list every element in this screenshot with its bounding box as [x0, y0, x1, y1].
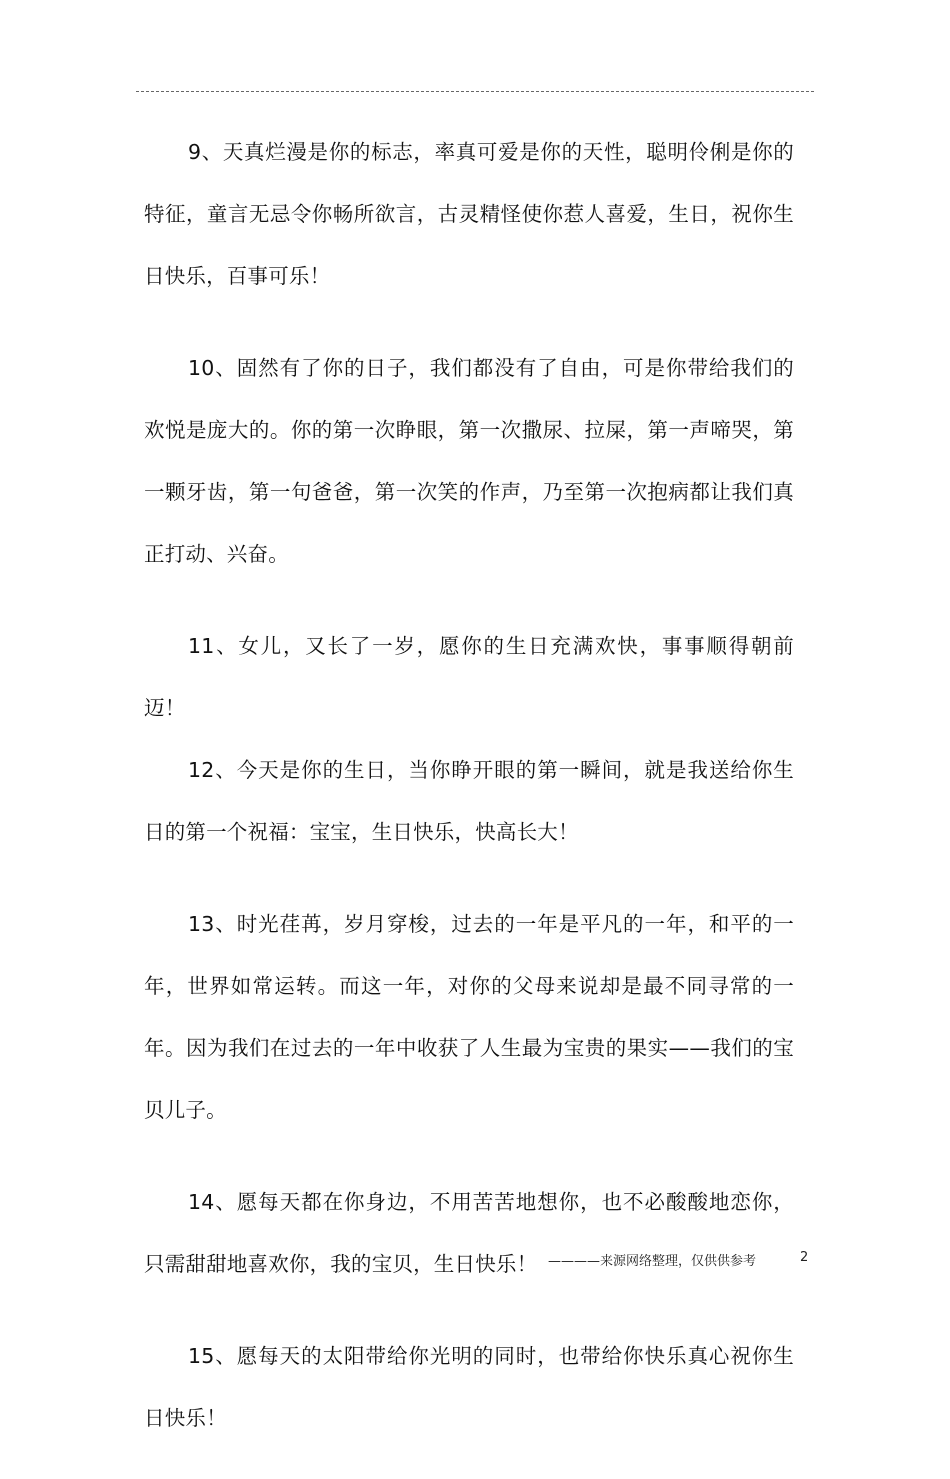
paragraph-10: 10、固然有了你的日子，我们都没有了自由，可是你带给我们的欢悦是庞大的。你的第一次睁眼，第一次撒尿、拉屎，第一声啼哭，第一颗牙齿，第一句爸爸，第一次笑的作声，乃至第一次抱病都让我们真正打动、兴奋。	[144, 356, 794, 566]
page-number: 2	[800, 1250, 809, 1265]
header-divider	[136, 91, 814, 92]
paragraph-12: 12、今天是你的生日，当你睁开眼的第一瞬间，就是我送给你生日的第一个祝福：宝宝，生日快乐，快高长大！	[144, 758, 794, 844]
paragraph-11: 11、女儿，又长了一岁，愿你的生日充满欢快，事事顺得朝前迈！	[144, 634, 794, 720]
footer-note: ————来源网络整理，仅供供参考	[548, 1254, 757, 1269]
paragraph-15: 15、愿每天的太阳带给你光明的同时，也带给你快乐真心祝你生日快乐！	[144, 1344, 794, 1430]
body-content	[144, 121, 794, 1479]
paragraph-9: 9、天真烂漫是你的标志，率真可爱是你的天性，聪明伶俐是你的特征，童言无忌令你畅所欲言，古灵精怪使你惹人喜爱，生日，祝你生日快乐，百事可乐！	[144, 140, 794, 288]
paragraph-13: 13、时光荏苒，岁月穿梭，过去的一年是平凡的一年，和平的一年，世界如常运转。而这一年，对你的父母来说却是最不同寻常的一年。因为我们在过去的一年中收获了人生最为宝贵的果实——我们的宝贝儿子。	[144, 912, 794, 1122]
paragraph-14: 14、愿每天都在你身边，不用苦苦地想你，也不必酸酸地恋你，只需甜甜地喜欢你，我的宝贝，生日快乐！	[144, 1190, 794, 1276]
